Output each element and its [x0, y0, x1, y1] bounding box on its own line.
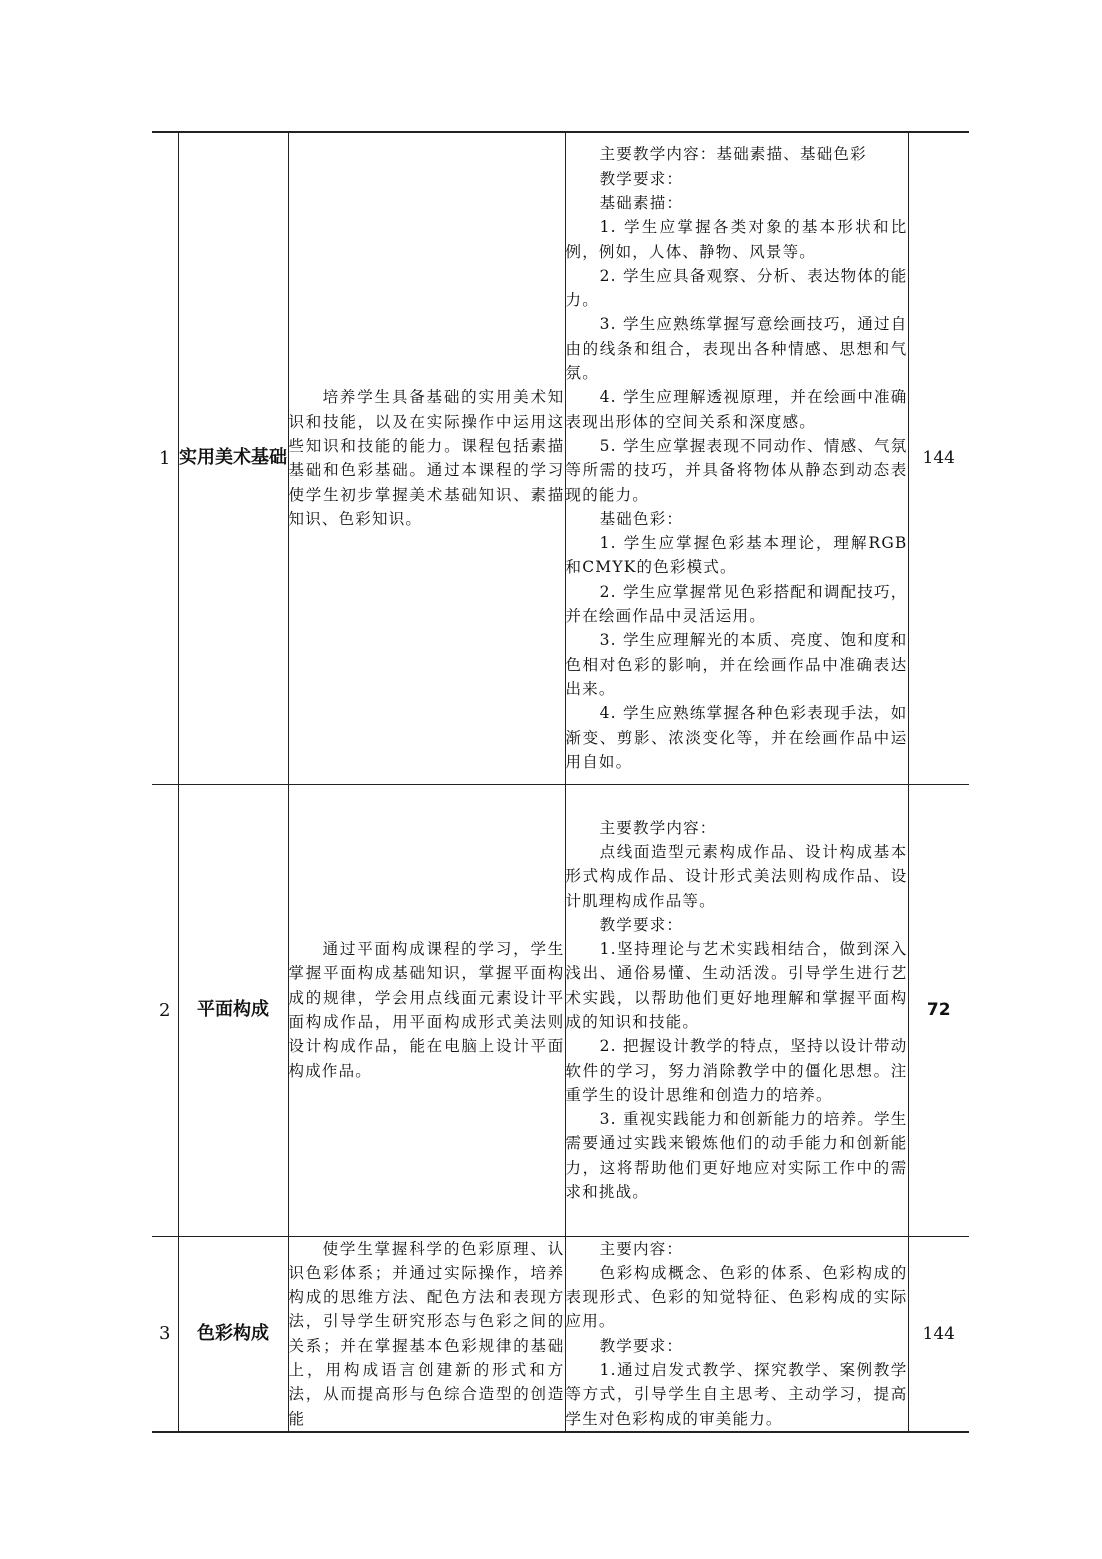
row-number: 1: [152, 132, 178, 784]
course-content: [565, 132, 908, 784]
course-content: [565, 1236, 908, 1432]
course-goal-text: 使学生掌握科学的色彩原理、认识色彩体系；并通过实际操作，培养构成的思维方法、配色方法和表现方法，引导学生研究形态与色彩之间的关系；并在掌握基本色彩规律的基础上，用构成语言创建新的形式和方法，从而提高形与色综合造型的创造能: [288, 1239, 565, 1428]
content-line: 教学要求：: [599, 169, 684, 188]
course-hours: 144: [908, 132, 969, 784]
row-number: 2: [152, 784, 178, 1236]
content-line: 色彩构成概念、色彩的体系、色彩构成的表现形式、色彩的知觉特征、色彩构成的实际应用。: [565, 1263, 908, 1331]
content-line: 4. 学生应熟练掌握各种色彩表现手法，如渐变、剪影、浓淡变化等，并在绘画作品中运用自如。: [565, 704, 908, 771]
course-content: [565, 784, 908, 1236]
content-line: 3. 学生应理解光的本质、亮度、饱和度和色相对色彩的影响，并在绘画作品中准确表达出来。: [565, 631, 908, 698]
content-line: 2. 学生应掌握常见色彩搭配和调配技巧，并在绘画作品中灵活运用。: [565, 582, 908, 626]
content-line: 1.通过启发式教学、探究教学、案例教学等方式，引导学生自主思考、主动学习，提高学生对色彩构成的审美能力。: [565, 1360, 908, 1428]
row-number: 3: [152, 1236, 178, 1432]
course-table: [152, 131, 969, 1433]
course-goal: [288, 1236, 565, 1432]
course-goal: [288, 132, 565, 784]
course-goal: [288, 784, 565, 1236]
course-goal-text: 培养学生具备基础的实用美术知识和技能，以及在实际操作中运用这些知识和技能的能力。课程包括素描基础和色彩基础。通过本课程的学习使学生初步掌握美术基础知识、素描知识、色彩知识。: [288, 388, 565, 528]
content-line: 基础色彩：: [599, 509, 684, 528]
content-line: 2. 把握设计教学的特点，坚持以设计带动软件的学习，努力消除教学中的僵化思想。注重学生的设计思维和创造力的培养。: [565, 1037, 908, 1104]
content-line: 5. 学生应掌握表现不同动作、情感、气氛等所需的技巧，并具备将物体从静态到动态表现的能力。: [565, 436, 908, 504]
course-name: 色彩构成: [178, 1236, 288, 1432]
content-line: 2. 学生应具备观察、分析、表达物体的能力。: [565, 266, 908, 310]
content-line: 教学要求：: [599, 1336, 684, 1355]
content-line: 主要内容：: [599, 1239, 684, 1258]
table-row: [152, 1236, 969, 1432]
content-line: 4. 学生应理解透视原理，并在绘画中准确表现出形体的空间关系和深度感。: [565, 388, 908, 431]
content-line: 1. 学生应掌握色彩基本理论，理解RGB和CMYK的色彩模式。: [565, 534, 908, 577]
content-line: 3. 重视实践能力和创新能力的培养。学生需要通过实践来锻炼他们的动手能力和创新能力，这将帮助他们更好地应对实际工作中的需求和挑战。: [565, 1110, 908, 1202]
content-line: 1. 学生应掌握各类对象的基本形状和比例，例如，人体、静物、风景等。: [565, 218, 908, 261]
content-line: 基础素描：: [599, 193, 684, 212]
content-line: 3. 学生应熟练掌握写意绘画技巧，通过自由的线条和组合，表现出各种情感、思想和气氛。: [565, 315, 908, 383]
course-goal-text: 通过平面构成课程的学习，学生掌握平面构成基础知识，掌握平面构成的规律，学会用点线面元素设计平面构成作品，用平面构成形式美法则设计构成作品，能在电脑上设计平面构成作品。: [288, 940, 565, 1080]
table-row: [152, 132, 969, 784]
course-hours: 72: [908, 784, 969, 1236]
content-line: 1.坚持理论与艺术实践相结合，做到深入浅出、通俗易懂、生动活泼。引导学生进行艺术实践，以帮助他们更好地理解和掌握平面构成的知识和技能。: [565, 940, 908, 1031]
content-line: 主要教学内容：: [599, 818, 717, 837]
course-name: 实用美术基础: [178, 132, 288, 784]
course-hours: 144: [908, 1236, 969, 1432]
content-line: 教学要求：: [599, 915, 684, 934]
content-line: 主要教学内容：基础素描、基础色彩: [599, 145, 867, 164]
content-line: 点线面造型元素构成作品、设计构成基本形式构成作品、设计形式美法则构成作品、设计肌理构成作品等。: [565, 842, 908, 910]
course-name: 平面构成: [178, 784, 288, 1236]
table-row: [152, 784, 969, 1236]
